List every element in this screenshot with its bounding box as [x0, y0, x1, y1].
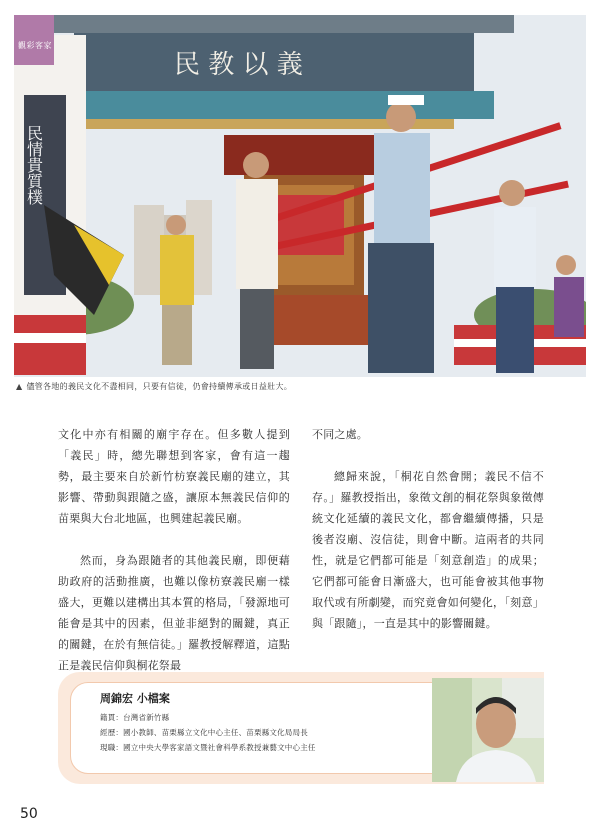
body-paragraph: 文化中亦有相關的廟宇存在。但多數人提到「義民」時，總先聯想到客家，會有這一趨勢，最主要來自於新竹枋寮義民廟的建立，其影響、帶動與跟隨之盛，讓原本無義民信仰的苗栗與大台北地區，也興建起義民廟。	[58, 428, 290, 525]
body-paragraph: 不同之處。	[312, 428, 368, 441]
photo-caption	[16, 381, 576, 392]
body-paragraph: 然而，身為跟隨者的其他義民廟，即便藉助政府的活動推廣，也難以像枋寮義民廟一樣盛大，更難以建構出其本質的格局，「發源地可能會是其中的因素，但並非絕對的關鍵，真正的關鍵，在於有無信徒。」羅教授解釋道，這點正是義民信仰與桐花祭最	[58, 554, 290, 672]
pillar-banner-text: 民情貴質樸	[24, 125, 44, 205]
caption-triangle-icon: ▲	[16, 382, 23, 391]
author-hometown: 籍貫：台灣省新竹縣	[100, 713, 170, 722]
caption-text: 儘管各地的義民文化不盡相同，只要有信徒，仍會持續傳承或日益壯大。	[26, 382, 293, 391]
gate-text: 民 教 以 義	[174, 50, 303, 80]
page-number: 50	[20, 806, 38, 822]
body-column-right	[312, 424, 544, 655]
author-name: 周錦宏 小檔案	[100, 692, 170, 705]
body-paragraph: 總歸來說，「桐花自然會開；義民不信不存。」羅教授指出，象徵文創的桐花祭與象徵傳統文化延續的義民文化，都會繼續傳播，只是後者沒廟、沒信徒，則會中斷。這兩者的共同性，就是它們都可能是「刻意創造」的成果；它們都可能會日漸盛大，也可能會被其他事物取代或有所劇變，而究竟會如何變化，「刻意」與「跟隨」，一直是其中的影響關鍵。	[312, 470, 544, 630]
body-column-left	[58, 424, 290, 697]
procession-photo	[14, 15, 586, 377]
author-experience: 經歷：國小教師、苗栗縣立文化中心主任、苗栗縣文化局局長	[100, 728, 308, 737]
author-current-position: 現職：國立中央大學客家語文暨社會科學系教授兼藝文中心主任	[100, 743, 316, 752]
author-portrait	[432, 678, 544, 782]
section-tag: 觀彩客家	[14, 15, 54, 65]
author-profile-box	[58, 672, 544, 784]
